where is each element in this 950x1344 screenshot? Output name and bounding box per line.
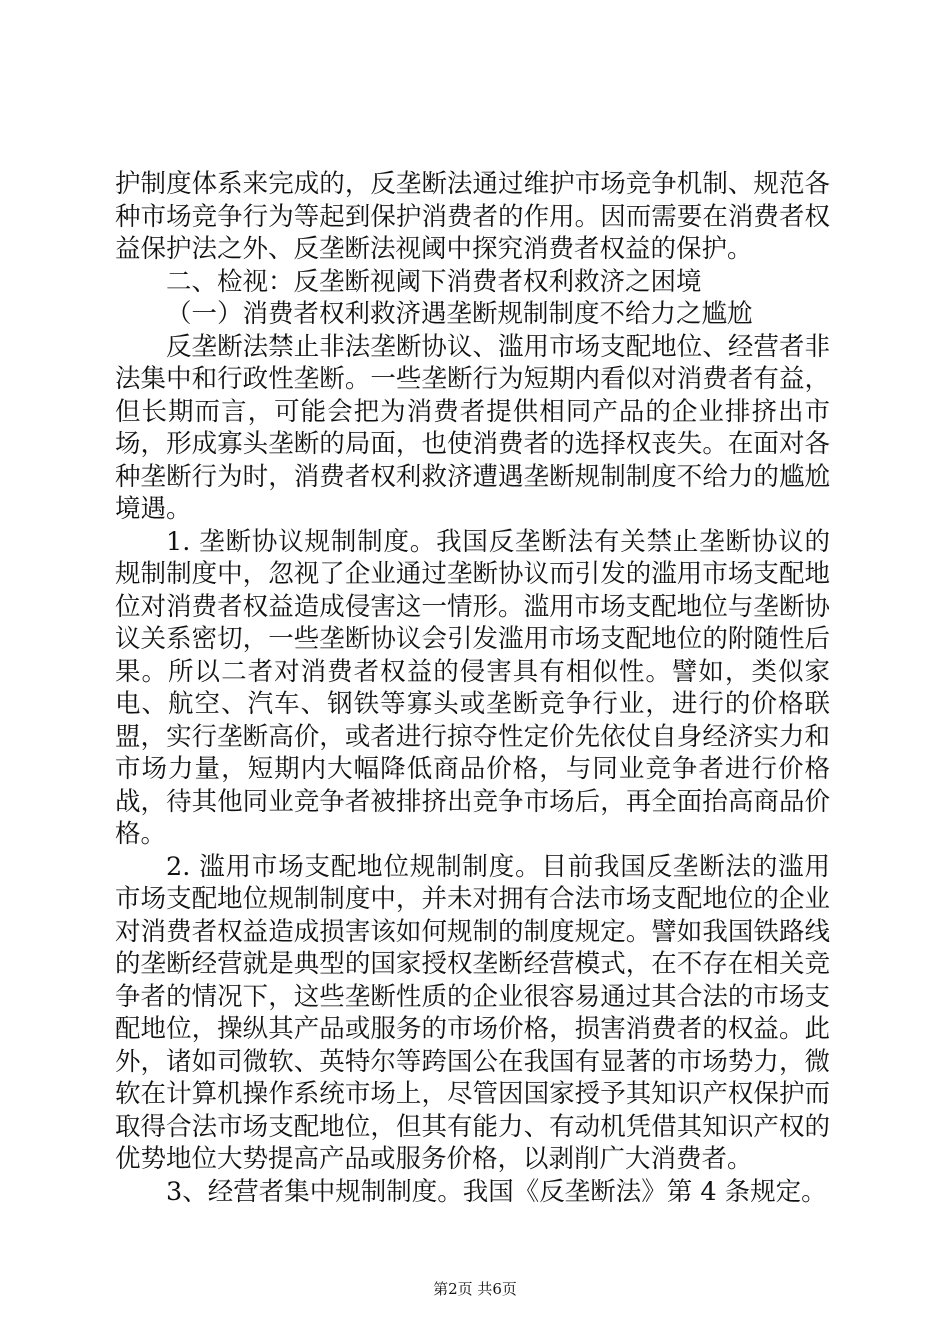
paragraph: 3、经营者集中规制制度。我国《反垄断法》第 4 条规定。 [166, 1176, 827, 1207]
paragraph: 2. 滥用市场支配地位规制制度。目前我国反垄断法的滥用市场支配地位规制制度中，并未对拥有合法市场支配地位的企业对消费者权益造成损害该如何规制的制度规定。譬如我国铁路线的垄断经营就是典型的国家授权垄断经营模式，在不存在相关竞争者的情况下，这些垄断性质的企业很容易通过其合法的市场支配地位，操纵其产品或服务的市场价格，损害消费者的权益。此外，诸如司微软、英特尔等跨国公在我国有显著的市场势力，微软在计算机操作系统市场上，尽管因国家授予其知识产权保护而取得合法市场支配地位，但其有能力、有动机凭借其知识产权的优势地位大势提高产品或服务价格，以剥削广大消费者。 [115, 851, 830, 1174]
page-number-footer: 第2页 共6页 [433, 1280, 517, 1298]
section-heading: 二、检视：反垄断视阈下消费者权利救济之困境 [166, 266, 702, 297]
paragraph: 1. 垄断协议规制制度。我国反垄断法有关禁止垄断协议的规制制度中，忽视了企业通过垄断协议而引发的滥用市场支配地位对消费者权益造成侵害这一情形。滥用市场支配地位与垄断协议关系密切，一些垄断协议会引发滥用市场支配地位的附随性后果。所以二者对消费者权益的侵害具有相似性。譬如，类似家电、航空、汽车、钢铁等寡头或垄断竞争行业，进行的价格联盟，实行垄断高价，或者进行掠夺性定价先依仗自身经济实力和市场力量，短期内大幅降低商品价格，与同业竞争者进行价格战，待其他同业竞争者被排挤出竞争市场后，再全面抬高商品价格。 [115, 526, 830, 849]
subsection-heading: （一）消费者权利救济遇垄断规制制度不给力之尴尬 [166, 299, 753, 329]
paragraph-continuation: 护制度体系来完成的，反垄断法通过维护市场竞争机制、规范各种市场竞争行为等起到保护消费者的作用。因而需要在消费者权益保护法之外、反垄断法视阈中探究消费者权益的保护。 [115, 169, 830, 264]
document-body [115, 168, 830, 1208]
paragraph: 反垄断法禁止非法垄断协议、滥用市场支配地位、经营者非法集中和行政性垄断。一些垄断行为短期内看似对消费者有益，但长期而言，可能会把为消费者提供相同产品的企业排挤出市场，形成寡头垄断的局面，也使消费者的选择权丧失。在面对各种垄断行为时，消费者权利救济遭遇垄断规制制度不给力的尴尬境遇。 [115, 331, 830, 524]
